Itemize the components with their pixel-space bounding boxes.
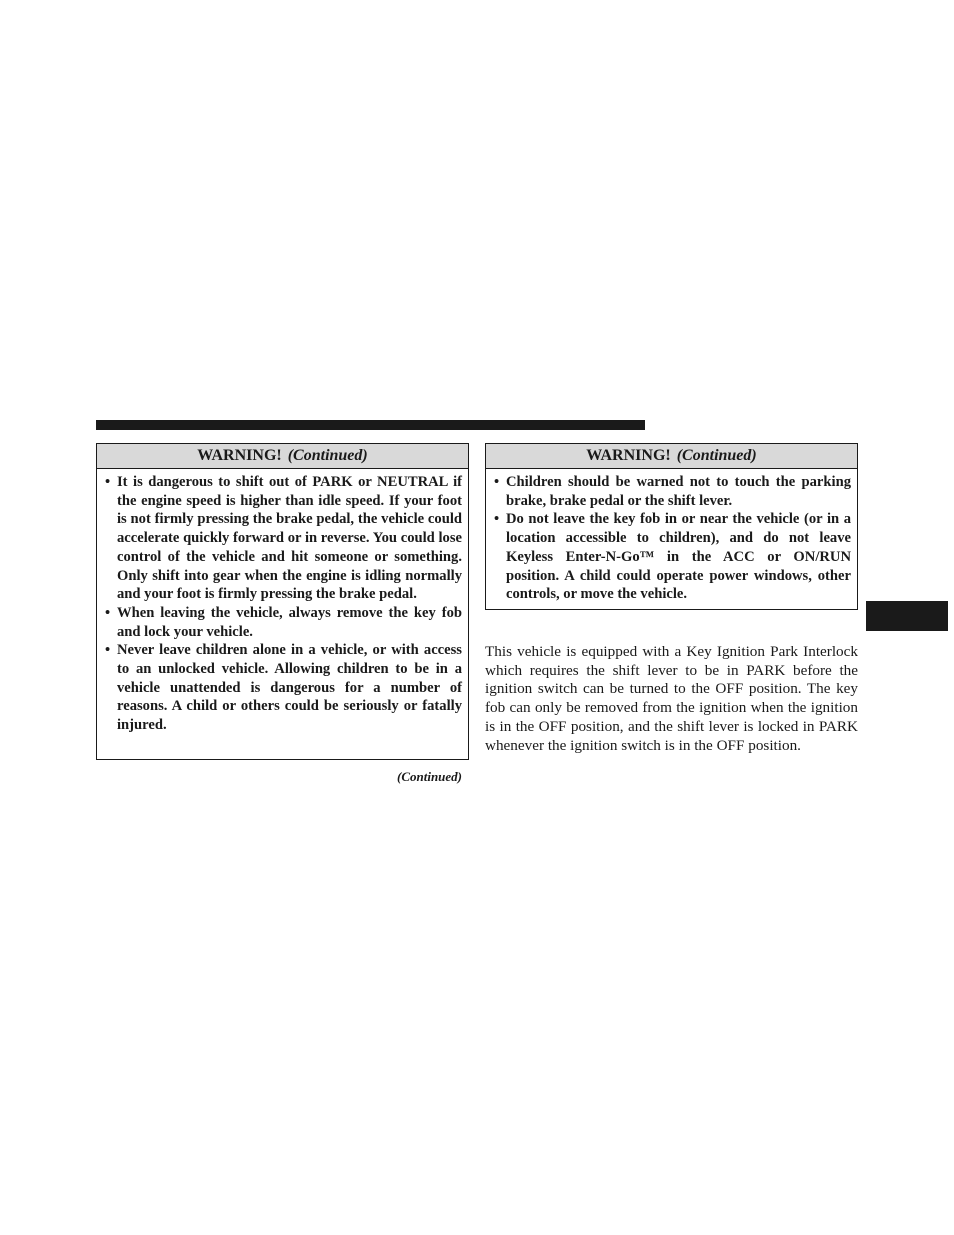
section-header-bar	[96, 420, 645, 430]
bullet-icon: •	[494, 511, 500, 528]
warning-list-right	[486, 469, 857, 604]
list-item	[105, 641, 462, 735]
warning-list-left	[97, 469, 468, 735]
list-item	[494, 510, 851, 604]
warning-title-continued: (Continued)	[676, 447, 757, 464]
warning-title: WARNING!	[197, 447, 282, 464]
warning-item-text: Never leave children alone in a vehicle, or with access to an unlocked vehicle. Allowing children to be in a vehicle unattended is dangerous for a number of reasons. A child or others could be seriously or fatally injured.	[117, 642, 462, 734]
warning-header-left	[97, 444, 468, 469]
warning-item-text: It is dangerous to shift out of PARK or NEUTRAL if the engine speed is higher than idle speed. If your foot is not firmly pressing the brake pedal, the vehicle could accelerate quickly forward or in reverse. You could lose control of the vehicle and hit someone or something. Only shift into gear when the engine is idling normally and your foot is firmly pressing the brake pedal.	[117, 474, 462, 603]
bullet-icon: •	[494, 474, 500, 490]
warning-item-text: Do not leave the key fob in or near the vehicle (or in a location accessible to children), and do not leave Keyless Enter-N-Go™ in the ACC or ON/RUN position. A child could operate power windows, other controls, or move the vehicle.	[506, 511, 851, 603]
warning-item-text: Children should be warned not to touch the parking brake, brake pedal or the shift lever.	[506, 474, 851, 509]
chapter-tab	[866, 601, 948, 631]
list-item	[105, 473, 462, 604]
warning-header-right	[486, 444, 857, 469]
bullet-icon: •	[105, 604, 111, 621]
warning-title-continued: (Continued)	[287, 447, 368, 464]
list-item	[105, 604, 462, 641]
continued-note: (Continued)	[396, 769, 462, 784]
bullet-icon: •	[105, 642, 111, 659]
warning-box-left	[96, 443, 469, 760]
warning-item-text: When leaving the vehicle, always remove the key fob and lock your vehicle.	[117, 604, 462, 640]
warning-box-right	[485, 443, 858, 610]
list-item	[494, 473, 851, 510]
warning-title: WARNING!	[586, 447, 671, 464]
bullet-icon: •	[105, 474, 111, 490]
body-paragraph: This vehicle is equipped with a Key Ignition Park Interlock which requires the shift lever to be in PARK before the ignition switch can be turned to the OFF position. The key fob can only be removed from the ignition when the ignition is in the OFF position, and the shift lever is locked in PARK whenever the ignition switch is in the OFF position.	[485, 643, 858, 754]
